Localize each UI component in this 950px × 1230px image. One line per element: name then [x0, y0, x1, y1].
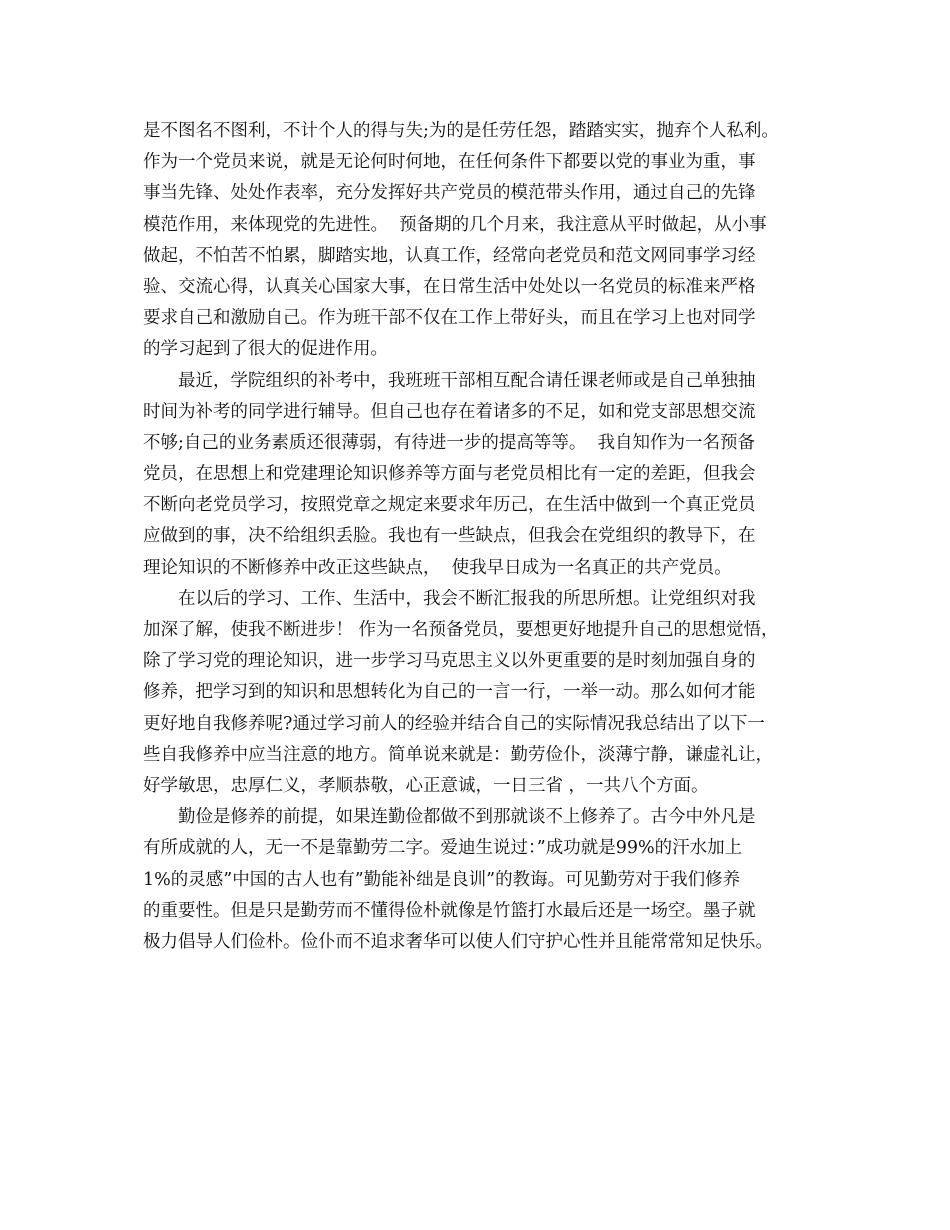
text-line: 要求自己和激励自己。作为班干部不仅在工作上带好头，而且在学习上也对同学	[143, 308, 756, 329]
text-line: 验、交流心得，认真关心国家大事，在日常生活中处处以一名党员的标准来严格	[143, 276, 756, 297]
text-line: 理论知识的不断修养中改正这些缺点， 使我早日成为一名真正的共产党员。	[143, 557, 732, 578]
text-line: 极力倡导人们俭朴。俭仆而不追求奢华可以使人们守护心性并且能常常知足快乐。	[143, 931, 773, 952]
text-line: 不够;自己的业务素质还很薄弱，有待进一步的提高等等。 我自知作为一名预备	[143, 432, 756, 453]
text-line: 党员，在思想上和党建理论知识修养等方面与老党员相比有一定的差距，但我会	[143, 464, 756, 485]
text-line: 应做到的事，决不给组织丢脸。我也有一些缺点，但我会在党组织的教导下，在	[143, 526, 756, 547]
text-line: 加深了解，使我不断进步！ 作为一名预备党员，要想更好地提升自己的思想觉悟，	[143, 620, 779, 640]
text-line: 做起，不怕苦不怕累，脚踏实地，认真工作，经常向老党员和范文网同事学习经	[143, 245, 756, 266]
text-line: 修养，把学习到的知识和思想转化为自己的一言一行，一举一动。那么如何才能	[143, 682, 756, 703]
text-line: 除了学习党的理论知识，进一步学习马克思主义以外更重要的是时刻加强自身的	[143, 651, 756, 672]
text-line: 在以后的学习、工作、生活中，我会不断汇报我的所思所想。让党组织对我	[178, 588, 756, 609]
paragraph-1	[143, 116, 833, 366]
text-line: 时间为补考的同学进行辅导。但自己也存在着诸多的不足，如和党支部思想交流	[143, 401, 756, 422]
body-text	[143, 116, 833, 958]
text-line: 事当先锋、处处作表率，充分发挥好共产党员的模范带头作用，通过自己的先锋	[143, 183, 756, 204]
text-line: 的重要性。但是只是勤劳而不懂得俭朴就像是竹篮打水最后还是一场空。墨子就	[143, 900, 756, 921]
text-line: 模范作用，来体现党的先进性。 预备期的几个月来，我注意从平时做起，从小事	[143, 214, 767, 235]
text-line: 勤俭是修养的前提，如果连勤俭都做不到那就谈不上修养了。古今中外凡是	[178, 807, 756, 828]
paragraph-2	[143, 366, 833, 584]
text-line: 作为一个党员来说，就是无论何时何地，在任何条件下都要以党的事业为重，事	[143, 152, 756, 173]
paragraph-3	[143, 584, 833, 802]
text-line: 1%的灵感”中国的古人也有”勤能补绌是良训”的教诲。可见勤劳对于我们修养	[143, 869, 741, 890]
text-line: 最近，学院组织的补考中，我班班干部相互配合请任课老师或是自己单独抽	[178, 370, 756, 391]
text-line: 是不图名不图利，不计个人的得与失;为的是任劳任怨，踏踏实实，抛弃个人私利。	[143, 121, 779, 141]
paragraph-4	[143, 802, 833, 958]
text-line: 更好地自我修养呢?通过学习前人的经验并结合自己的实际情况我总结出了以下一	[143, 713, 765, 734]
text-line: 的学习起到了很大的促进作用。	[143, 339, 388, 360]
text-line: 些自我修养中应当注意的地方。简单说来就是：勤劳俭仆，淡薄宁静，谦虚礼让，	[143, 744, 773, 765]
text-line: 不断向老党员学习，按照党章之规定来要求年历己，在生活中做到一个真正党员	[143, 495, 756, 516]
text-line: 有所成就的人，无一不是靠勤劳二字。爱迪生说过：”成功就是99%的汗水加上	[143, 838, 743, 859]
text-line: 好学敏思，忠厚仁义，孝顺恭敬，心正意诚，一日三省 ，一共八个方面。	[143, 775, 709, 796]
